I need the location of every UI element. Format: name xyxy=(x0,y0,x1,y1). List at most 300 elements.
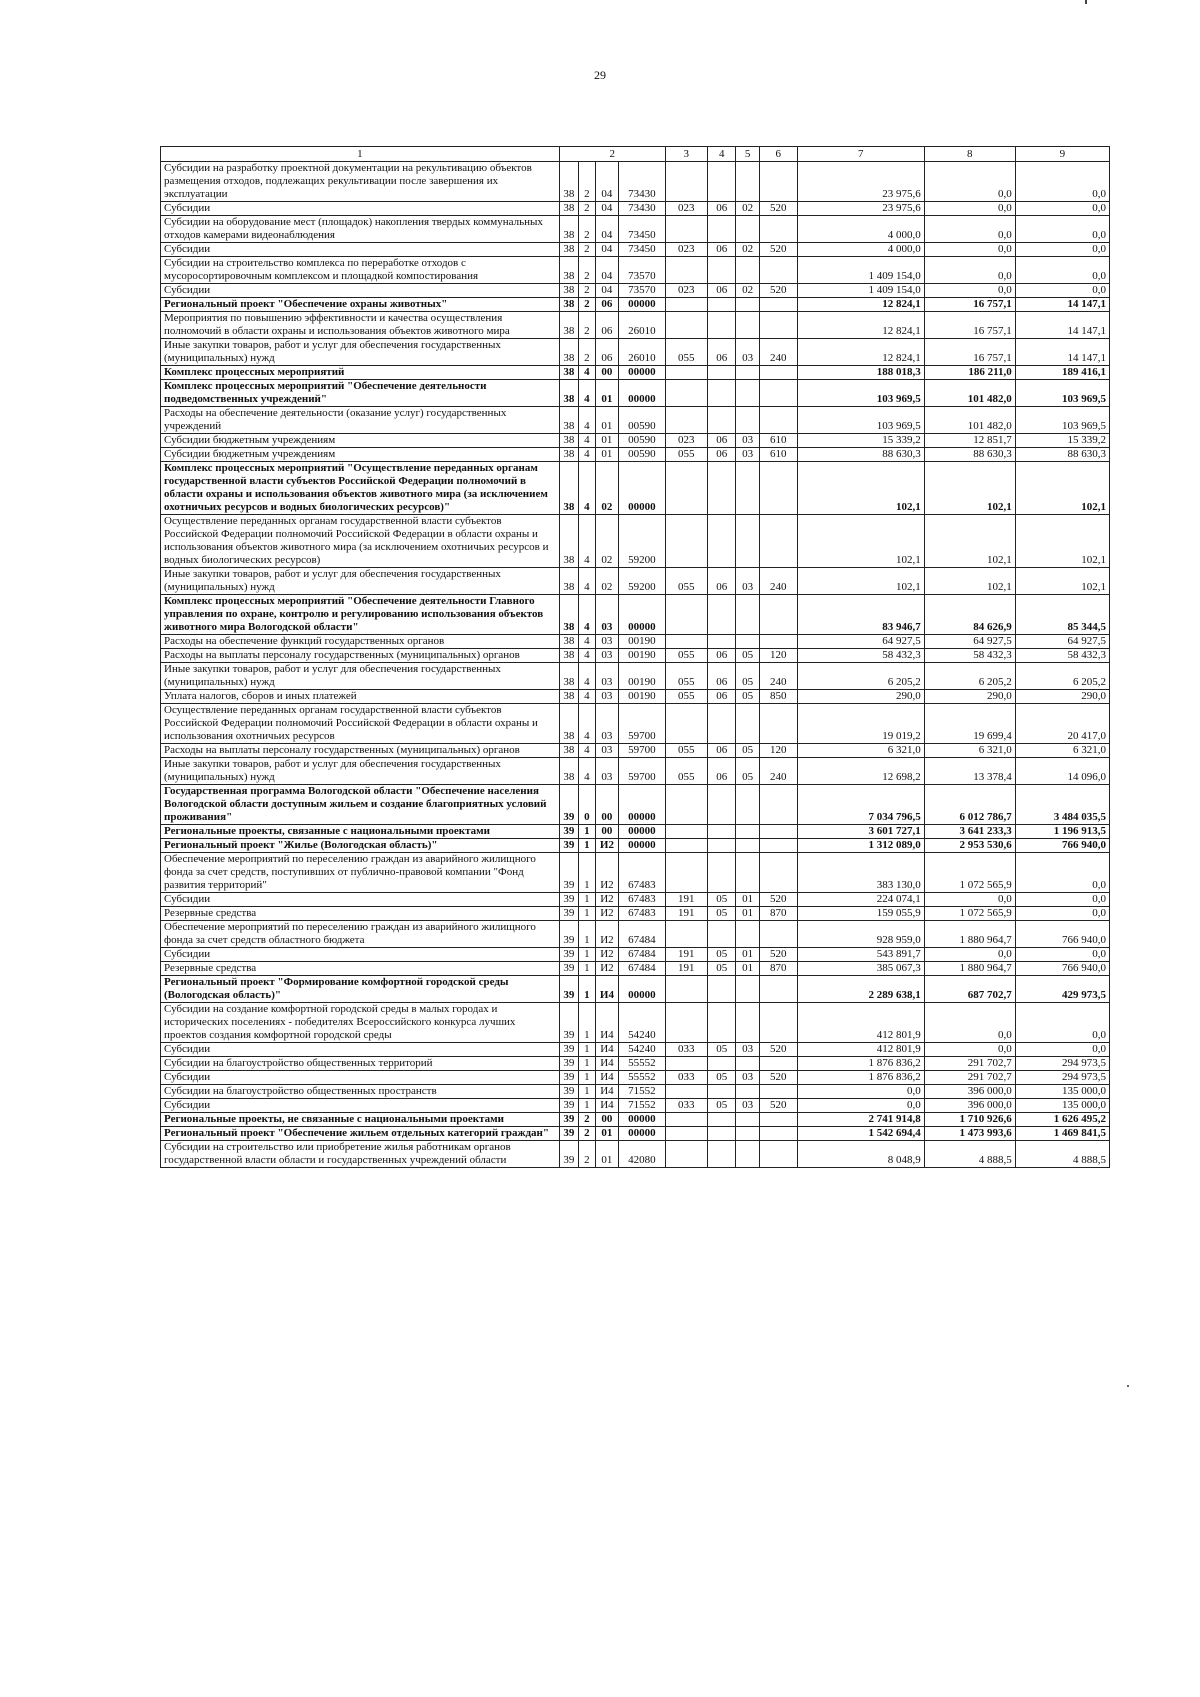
row-name: Расходы на обеспечение функций государственных органов xyxy=(161,635,560,649)
scan-edge-mark xyxy=(1127,1385,1129,1387)
row-code-direction: 00000 xyxy=(619,595,666,635)
row-code-project: И2 xyxy=(595,962,618,976)
row-value-col7: 3 601 727,1 xyxy=(797,825,924,839)
row-code-section xyxy=(707,825,736,839)
table-row xyxy=(161,380,1110,407)
row-value-col9: 4 888,5 xyxy=(1015,1141,1109,1168)
row-code-section: 06 xyxy=(707,649,736,663)
row-code-ministry xyxy=(665,1003,707,1043)
header-col-3: 3 xyxy=(665,147,707,162)
row-value-col9: 14 147,1 xyxy=(1015,312,1109,339)
row-code-direction: 67484 xyxy=(619,962,666,976)
row-code-program: 38 xyxy=(559,312,578,339)
row-value-col9: 102,1 xyxy=(1015,568,1109,595)
table-row xyxy=(161,1113,1110,1127)
row-code-project: 01 xyxy=(595,448,618,462)
row-code-subsection xyxy=(736,595,759,635)
row-code-expense-type: 850 xyxy=(759,690,797,704)
row-value-col9: 14 147,1 xyxy=(1015,298,1109,312)
row-code-ministry xyxy=(665,1057,707,1071)
row-name: Иные закупки товаров, работ и услуг для обеспечения государственных (муниципальных) нужд xyxy=(161,568,560,595)
row-value-col9: 6 205,2 xyxy=(1015,663,1109,690)
row-value-col8: 88 630,3 xyxy=(924,448,1015,462)
row-name: Субсидии на благоустройство общественных территорий xyxy=(161,1057,560,1071)
row-code-subsection xyxy=(736,853,759,893)
row-code-program: 39 xyxy=(559,962,578,976)
row-value-col7: 12 824,1 xyxy=(797,339,924,366)
row-code-section: 06 xyxy=(707,434,736,448)
row-code-program: 38 xyxy=(559,202,578,216)
row-code-subprogram: 4 xyxy=(578,704,595,744)
row-code-project: 01 xyxy=(595,434,618,448)
row-code-ministry xyxy=(665,298,707,312)
row-code-direction: 42080 xyxy=(619,1141,666,1168)
row-code-direction: 67483 xyxy=(619,893,666,907)
row-code-project: И4 xyxy=(595,1003,618,1043)
row-code-ministry: 055 xyxy=(665,339,707,366)
row-value-col8: 16 757,1 xyxy=(924,298,1015,312)
table-row xyxy=(161,595,1110,635)
row-code-program: 38 xyxy=(559,434,578,448)
row-code-ministry: 191 xyxy=(665,962,707,976)
row-code-subsection xyxy=(736,462,759,515)
row-code-direction: 00000 xyxy=(619,785,666,825)
row-code-expense-type: 520 xyxy=(759,1043,797,1057)
row-code-project: И4 xyxy=(595,1099,618,1113)
row-name: Региональный проект "Обеспечение жильем отдельных категорий граждан" xyxy=(161,1127,560,1141)
row-code-expense-type xyxy=(759,635,797,649)
row-code-section: 06 xyxy=(707,744,736,758)
row-code-subsection xyxy=(736,635,759,649)
row-value-col9: 0,0 xyxy=(1015,1003,1109,1043)
row-code-ministry: 023 xyxy=(665,243,707,257)
table-row xyxy=(161,690,1110,704)
row-value-col8: 101 482,0 xyxy=(924,380,1015,407)
row-name: Мероприятия по повышению эффективности и качества осуществления полномочий в области охраны и использования объектов животного мира xyxy=(161,312,560,339)
row-code-expense-type xyxy=(759,366,797,380)
row-value-col8: 0,0 xyxy=(924,1043,1015,1057)
row-code-expense-type: 870 xyxy=(759,962,797,976)
row-code-ministry xyxy=(665,1127,707,1141)
row-code-direction: 54240 xyxy=(619,1003,666,1043)
row-code-expense-type xyxy=(759,1057,797,1071)
row-code-program: 39 xyxy=(559,1127,578,1141)
row-code-expense-type: 520 xyxy=(759,1071,797,1085)
row-code-section: 05 xyxy=(707,907,736,921)
row-code-direction: 00000 xyxy=(619,298,666,312)
row-code-subprogram: 2 xyxy=(578,298,595,312)
row-name: Обеспечение мероприятий по переселению граждан из аварийного жилищного фонда за счет средств, поступивших от публично-правовой компании "Фонд развития территорий" xyxy=(161,853,560,893)
row-code-project: И4 xyxy=(595,976,618,1003)
row-code-ministry: 055 xyxy=(665,568,707,595)
row-code-expense-type xyxy=(759,825,797,839)
row-code-program: 38 xyxy=(559,595,578,635)
table-row xyxy=(161,1099,1110,1113)
row-code-subprogram: 4 xyxy=(578,434,595,448)
row-code-subprogram: 4 xyxy=(578,568,595,595)
row-value-col8: 0,0 xyxy=(924,893,1015,907)
row-code-subprogram: 1 xyxy=(578,962,595,976)
table-body xyxy=(161,162,1110,1168)
row-code-subprogram: 2 xyxy=(578,243,595,257)
row-code-section xyxy=(707,1085,736,1099)
row-code-direction: 67484 xyxy=(619,948,666,962)
row-code-program: 38 xyxy=(559,635,578,649)
row-code-direction: 73570 xyxy=(619,284,666,298)
table-row xyxy=(161,1085,1110,1099)
row-code-subsection: 01 xyxy=(736,907,759,921)
table-row xyxy=(161,434,1110,448)
row-value-col8: 0,0 xyxy=(924,202,1015,216)
table-row xyxy=(161,649,1110,663)
row-code-program: 39 xyxy=(559,825,578,839)
row-code-project: И4 xyxy=(595,1085,618,1099)
row-code-expense-type: 520 xyxy=(759,202,797,216)
table-row xyxy=(161,257,1110,284)
row-code-section xyxy=(707,162,736,202)
row-name: Комплекс процессных мероприятий "Обеспечение деятельности Главного управления по охране, контролю и регулированию использования объектов животного мира Вологодской области" xyxy=(161,595,560,635)
row-code-subsection: 02 xyxy=(736,243,759,257)
row-code-expense-type xyxy=(759,1085,797,1099)
row-code-expense-type xyxy=(759,257,797,284)
row-code-direction: 71552 xyxy=(619,1085,666,1099)
row-code-expense-type xyxy=(759,785,797,825)
row-code-subprogram: 2 xyxy=(578,202,595,216)
row-value-col9: 88 630,3 xyxy=(1015,448,1109,462)
row-code-subsection: 05 xyxy=(736,744,759,758)
row-code-program: 38 xyxy=(559,162,578,202)
row-code-project: 03 xyxy=(595,744,618,758)
row-code-ministry: 023 xyxy=(665,284,707,298)
row-code-section xyxy=(707,921,736,948)
row-code-ministry: 055 xyxy=(665,448,707,462)
row-name: Субсидии xyxy=(161,1043,560,1057)
row-code-section xyxy=(707,704,736,744)
row-value-col8: 16 757,1 xyxy=(924,339,1015,366)
row-code-subprogram: 2 xyxy=(578,1127,595,1141)
row-name: Субсидии на благоустройство общественных пространств xyxy=(161,1085,560,1099)
row-code-subsection: 05 xyxy=(736,663,759,690)
row-value-col7: 188 018,3 xyxy=(797,366,924,380)
row-code-subsection: 03 xyxy=(736,568,759,595)
row-code-expense-type xyxy=(759,595,797,635)
row-value-col9: 189 416,1 xyxy=(1015,366,1109,380)
row-value-col9: 0,0 xyxy=(1015,216,1109,243)
row-code-direction: 26010 xyxy=(619,339,666,366)
table-row xyxy=(161,298,1110,312)
row-code-project: 03 xyxy=(595,635,618,649)
row-value-col9: 64 927,5 xyxy=(1015,635,1109,649)
row-code-project: 01 xyxy=(595,1127,618,1141)
row-code-project: И4 xyxy=(595,1057,618,1071)
row-code-subprogram: 1 xyxy=(578,839,595,853)
header-col-6: 6 xyxy=(759,147,797,162)
table-row xyxy=(161,976,1110,1003)
table-row xyxy=(161,758,1110,785)
row-value-col7: 12 824,1 xyxy=(797,312,924,339)
table-row xyxy=(161,312,1110,339)
row-code-program: 39 xyxy=(559,839,578,853)
row-value-col7: 64 927,5 xyxy=(797,635,924,649)
row-code-ministry xyxy=(665,1085,707,1099)
row-code-expense-type xyxy=(759,312,797,339)
row-value-col9: 135 000,0 xyxy=(1015,1099,1109,1113)
row-code-program: 39 xyxy=(559,1003,578,1043)
row-value-col7: 1 876 836,2 xyxy=(797,1071,924,1085)
row-code-direction: 55552 xyxy=(619,1071,666,1085)
row-code-program: 38 xyxy=(559,690,578,704)
row-code-ministry: 191 xyxy=(665,893,707,907)
row-code-subsection xyxy=(736,298,759,312)
row-code-ministry: 023 xyxy=(665,434,707,448)
row-code-ministry xyxy=(665,635,707,649)
row-code-ministry xyxy=(665,853,707,893)
row-code-expense-type: 610 xyxy=(759,448,797,462)
row-code-ministry xyxy=(665,921,707,948)
row-name: Иные закупки товаров, работ и услуг для обеспечения государственных (муниципальных) нужд xyxy=(161,758,560,785)
table-row xyxy=(161,216,1110,243)
row-code-ministry xyxy=(665,257,707,284)
row-code-project: 04 xyxy=(595,284,618,298)
row-code-project: 04 xyxy=(595,257,618,284)
row-code-project: И2 xyxy=(595,839,618,853)
row-code-section xyxy=(707,298,736,312)
row-code-direction: 67483 xyxy=(619,853,666,893)
row-code-program: 38 xyxy=(559,257,578,284)
row-code-direction: 00590 xyxy=(619,407,666,434)
row-value-col8: 0,0 xyxy=(924,257,1015,284)
row-code-section xyxy=(707,380,736,407)
row-code-section xyxy=(707,216,736,243)
row-code-expense-type xyxy=(759,216,797,243)
row-value-col8: 291 702,7 xyxy=(924,1057,1015,1071)
row-value-col8: 291 702,7 xyxy=(924,1071,1015,1085)
row-value-col8: 1 710 926,6 xyxy=(924,1113,1015,1127)
row-code-direction: 00190 xyxy=(619,690,666,704)
row-code-subsection: 03 xyxy=(736,1099,759,1113)
row-name: Субсидии на строительство комплекса по переработке отходов с мусоросортировочным комплексом и площадкой компостирования xyxy=(161,257,560,284)
row-code-project: 02 xyxy=(595,568,618,595)
row-value-col9: 3 484 035,5 xyxy=(1015,785,1109,825)
row-value-col9: 20 417,0 xyxy=(1015,704,1109,744)
row-code-expense-type: 120 xyxy=(759,649,797,663)
row-code-direction: 73430 xyxy=(619,202,666,216)
row-code-subsection xyxy=(736,257,759,284)
table-row xyxy=(161,962,1110,976)
row-value-col9: 0,0 xyxy=(1015,257,1109,284)
row-code-direction: 00000 xyxy=(619,1127,666,1141)
row-code-project: И2 xyxy=(595,921,618,948)
row-code-program: 38 xyxy=(559,649,578,663)
row-code-subprogram: 1 xyxy=(578,893,595,907)
row-code-expense-type xyxy=(759,380,797,407)
row-code-subprogram: 2 xyxy=(578,257,595,284)
row-value-col8: 0,0 xyxy=(924,284,1015,298)
row-code-program: 38 xyxy=(559,407,578,434)
table-row xyxy=(161,243,1110,257)
table-row xyxy=(161,284,1110,298)
row-code-subsection xyxy=(736,366,759,380)
row-value-col7: 58 432,3 xyxy=(797,649,924,663)
row-code-subsection xyxy=(736,976,759,1003)
row-code-subprogram: 0 xyxy=(578,785,595,825)
row-value-col8: 0,0 xyxy=(924,243,1015,257)
scan-corner-mark xyxy=(1085,0,1087,4)
row-code-project: 00 xyxy=(595,825,618,839)
row-value-col9: 0,0 xyxy=(1015,907,1109,921)
row-code-expense-type xyxy=(759,704,797,744)
row-code-direction: 55552 xyxy=(619,1057,666,1071)
row-code-ministry xyxy=(665,162,707,202)
row-code-subsection: 05 xyxy=(736,649,759,663)
row-code-ministry xyxy=(665,462,707,515)
row-name: Расходы на выплаты персоналу государственных (муниципальных) органов xyxy=(161,649,560,663)
table-row xyxy=(161,1043,1110,1057)
row-value-col9: 1 626 495,2 xyxy=(1015,1113,1109,1127)
row-code-subsection xyxy=(736,162,759,202)
row-code-subprogram: 1 xyxy=(578,1003,595,1043)
table-row xyxy=(161,568,1110,595)
row-code-program: 39 xyxy=(559,948,578,962)
row-code-subprogram: 2 xyxy=(578,216,595,243)
row-code-direction: 67484 xyxy=(619,921,666,948)
row-code-ministry: 055 xyxy=(665,758,707,785)
row-code-subsection xyxy=(736,1003,759,1043)
row-value-col7: 1 409 154,0 xyxy=(797,257,924,284)
row-code-direction: 00000 xyxy=(619,839,666,853)
row-value-col7: 543 891,7 xyxy=(797,948,924,962)
row-code-direction: 00000 xyxy=(619,976,666,1003)
table-row xyxy=(161,825,1110,839)
header-row xyxy=(161,147,1110,162)
row-code-subprogram: 1 xyxy=(578,1071,595,1085)
row-code-subprogram: 4 xyxy=(578,515,595,568)
row-code-subprogram: 1 xyxy=(578,853,595,893)
row-value-col7: 88 630,3 xyxy=(797,448,924,462)
row-code-expense-type xyxy=(759,976,797,1003)
row-code-expense-type: 520 xyxy=(759,948,797,962)
row-code-ministry: 055 xyxy=(665,663,707,690)
row-value-col9: 294 973,5 xyxy=(1015,1057,1109,1071)
row-code-section xyxy=(707,1113,736,1127)
row-code-section xyxy=(707,853,736,893)
row-code-ministry xyxy=(665,595,707,635)
row-value-col9: 429 973,5 xyxy=(1015,976,1109,1003)
row-value-col7: 12 824,1 xyxy=(797,298,924,312)
table-row xyxy=(161,839,1110,853)
row-code-project: 04 xyxy=(595,216,618,243)
row-code-ministry: 033 xyxy=(665,1099,707,1113)
row-code-project: 06 xyxy=(595,339,618,366)
row-value-col7: 103 969,5 xyxy=(797,380,924,407)
table-row xyxy=(161,785,1110,825)
row-code-expense-type: 240 xyxy=(759,758,797,785)
row-value-col9: 102,1 xyxy=(1015,462,1109,515)
row-code-ministry xyxy=(665,825,707,839)
row-code-subprogram: 4 xyxy=(578,595,595,635)
row-code-project: 04 xyxy=(595,202,618,216)
row-code-direction: 73450 xyxy=(619,243,666,257)
row-code-subsection xyxy=(736,921,759,948)
row-code-section xyxy=(707,1141,736,1168)
row-name: Обеспечение мероприятий по переселению граждан из аварийного жилищного фонда за счет средств областного бюджета xyxy=(161,921,560,948)
row-code-ministry xyxy=(665,380,707,407)
row-name: Комплекс процессных мероприятий "Осуществление переданных органам государственной власти субъектов Российской Федерации полномочий в области охраны и использования объектов животного мира (за исключением охотничьих ресурсов и водных биологических ресурсов)" xyxy=(161,462,560,515)
row-code-subprogram: 1 xyxy=(578,1043,595,1057)
row-code-ministry: 055 xyxy=(665,690,707,704)
row-code-section xyxy=(707,257,736,284)
row-code-expense-type: 870 xyxy=(759,907,797,921)
row-code-subsection: 05 xyxy=(736,758,759,785)
row-name: Региональный проект "Формирование комфортной городской среды (Вологодская область)" xyxy=(161,976,560,1003)
row-value-col8: 396 000,0 xyxy=(924,1085,1015,1099)
header-col-2: 2 xyxy=(559,147,665,162)
row-value-col9: 14 147,1 xyxy=(1015,339,1109,366)
row-code-program: 38 xyxy=(559,216,578,243)
row-code-section: 06 xyxy=(707,568,736,595)
row-code-section xyxy=(707,595,736,635)
row-code-expense-type: 610 xyxy=(759,434,797,448)
row-code-project: 02 xyxy=(595,462,618,515)
row-code-direction: 73430 xyxy=(619,162,666,202)
row-code-expense-type: 520 xyxy=(759,893,797,907)
table-row xyxy=(161,1127,1110,1141)
row-value-col8: 290,0 xyxy=(924,690,1015,704)
row-value-col8: 6 012 786,7 xyxy=(924,785,1015,825)
row-value-col8: 687 702,7 xyxy=(924,976,1015,1003)
row-value-col8: 1 072 565,9 xyxy=(924,907,1015,921)
row-value-col8: 4 888,5 xyxy=(924,1141,1015,1168)
row-value-col7: 928 959,0 xyxy=(797,921,924,948)
row-code-project: 01 xyxy=(595,1141,618,1168)
row-code-subprogram: 4 xyxy=(578,690,595,704)
header-col-7: 7 xyxy=(797,147,924,162)
row-code-section xyxy=(707,1003,736,1043)
row-name: Комплекс процессных мероприятий "Обеспечение деятельности подведомственных учреждений" xyxy=(161,380,560,407)
row-code-ministry: 023 xyxy=(665,202,707,216)
row-code-ministry xyxy=(665,366,707,380)
row-code-subprogram: 4 xyxy=(578,649,595,663)
budget-table xyxy=(160,146,1110,1168)
row-code-subsection xyxy=(736,407,759,434)
row-code-program: 39 xyxy=(559,785,578,825)
row-value-col7: 412 801,9 xyxy=(797,1043,924,1057)
row-value-col7: 6 321,0 xyxy=(797,744,924,758)
row-code-project: И2 xyxy=(595,948,618,962)
row-code-subprogram: 2 xyxy=(578,339,595,366)
row-code-direction: 00590 xyxy=(619,434,666,448)
table-row xyxy=(161,907,1110,921)
row-code-project: 03 xyxy=(595,690,618,704)
row-code-program: 39 xyxy=(559,1043,578,1057)
row-value-col7: 383 130,0 xyxy=(797,853,924,893)
row-value-col9: 0,0 xyxy=(1015,893,1109,907)
row-code-subsection: 02 xyxy=(736,284,759,298)
row-value-col9: 103 969,5 xyxy=(1015,380,1109,407)
row-code-ministry xyxy=(665,785,707,825)
row-code-direction: 73450 xyxy=(619,216,666,243)
row-code-subprogram: 2 xyxy=(578,162,595,202)
row-value-col8: 13 378,4 xyxy=(924,758,1015,785)
table-row xyxy=(161,366,1110,380)
table-row xyxy=(161,1071,1110,1085)
row-value-col8: 58 432,3 xyxy=(924,649,1015,663)
row-code-expense-type xyxy=(759,407,797,434)
row-value-col8: 1 880 964,7 xyxy=(924,962,1015,976)
row-code-section: 05 xyxy=(707,962,736,976)
row-name: Субсидии xyxy=(161,948,560,962)
row-code-subprogram: 4 xyxy=(578,744,595,758)
